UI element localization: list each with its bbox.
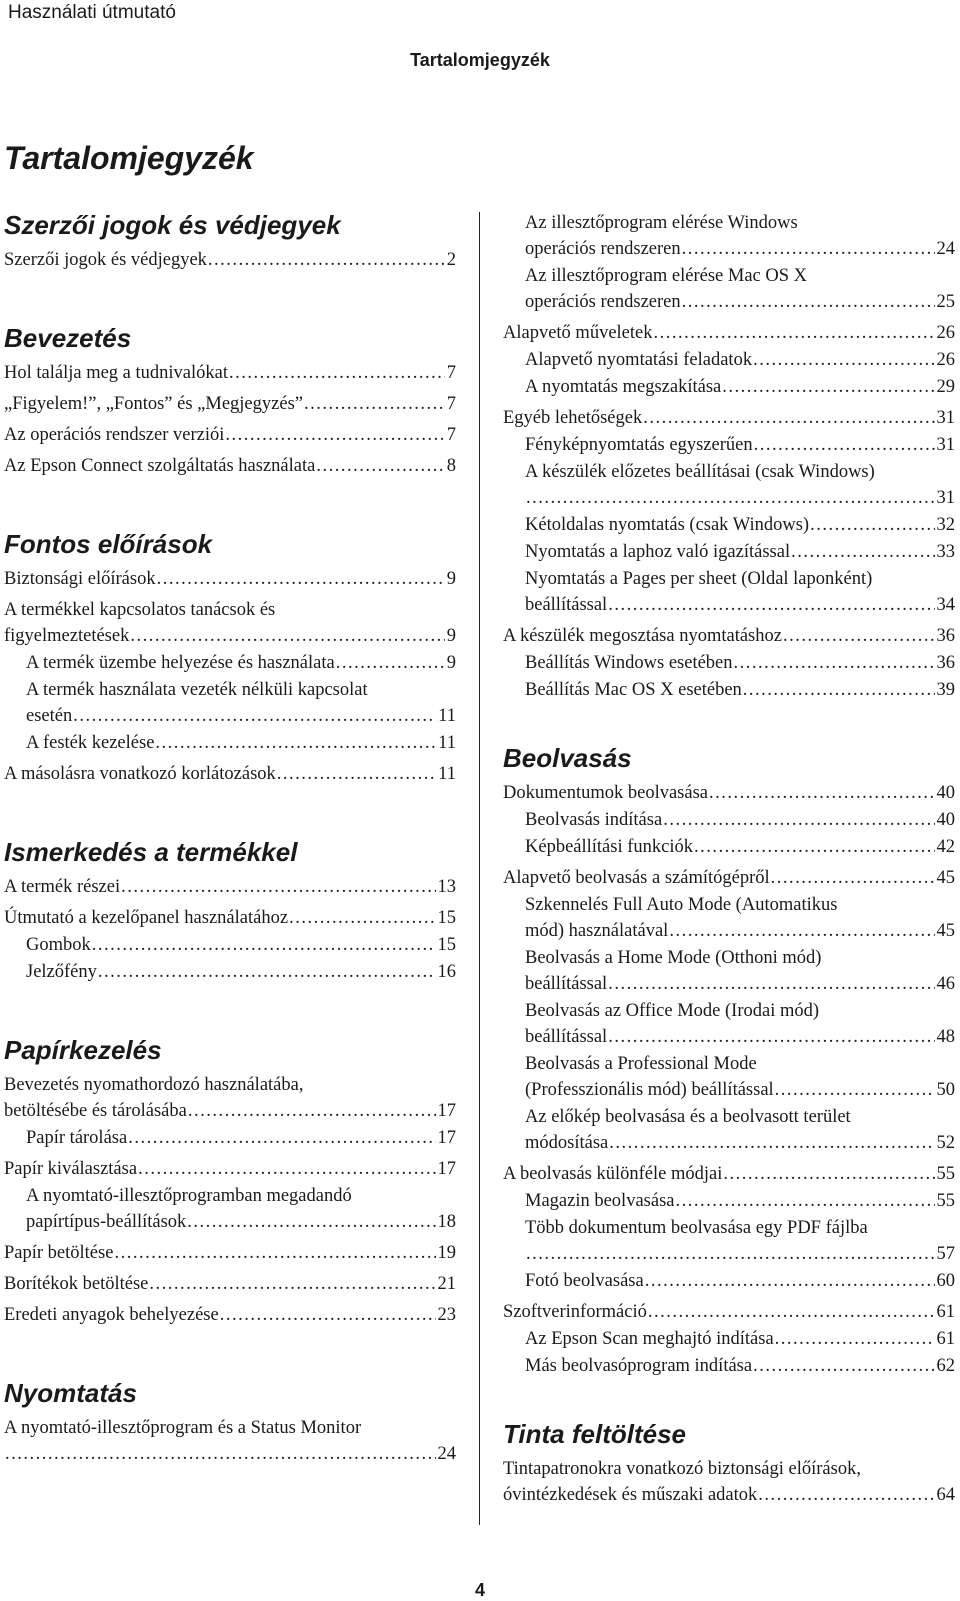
toc-entry-text: operációs rendszeren	[525, 292, 681, 312]
dot-leader	[645, 1268, 935, 1294]
running-header-title: Használati útmutató	[8, 2, 176, 23]
toc-entry-text: Alapvető műveletek	[503, 323, 653, 343]
toc-entry[interactable]	[503, 512, 955, 538]
dot-leader	[709, 780, 935, 806]
dot-leader	[304, 391, 445, 417]
running-header-section: Tartalomjegyzék	[410, 50, 550, 70]
dot-leader	[608, 592, 934, 618]
toc-entry-text: Eredeti anyagok behelyezése	[4, 1305, 219, 1325]
toc-page-number: 45	[936, 921, 955, 941]
dot-leader	[643, 405, 934, 431]
column-divider	[479, 212, 480, 1525]
toc-page-number: 11	[438, 706, 456, 726]
toc-entry-text: Beolvasás indítása	[525, 810, 663, 830]
toc-page-number: 17	[437, 1128, 456, 1148]
toc-entry-text: Gombok	[26, 935, 91, 955]
toc-entry-text: betöltésébe és tárolásába	[4, 1101, 187, 1121]
dot-leader	[187, 1209, 435, 1235]
toc-entry[interactable]	[503, 405, 955, 431]
toc-entry[interactable]	[503, 566, 955, 618]
toc-page-number: 26	[936, 350, 955, 370]
toc-page-number: 39	[936, 680, 955, 700]
toc-page-number: 7	[446, 425, 456, 445]
toc-section-heading: Tinta feltöltése	[503, 1419, 687, 1449]
toc-page-number: 24	[437, 1444, 456, 1464]
toc-page-number: 8	[446, 456, 456, 476]
dot-leader	[753, 347, 934, 373]
toc-entry[interactable]	[4, 1240, 456, 1266]
toc-entry[interactable]	[503, 374, 955, 400]
toc-entry-text: (Professzionális mód) beállítással	[525, 1080, 774, 1100]
toc-entry-text: A termékkel kapcsolatos tanácsok és	[4, 600, 276, 620]
toc-entry-text: Beolvasás a Home Mode (Otthoni mód)	[525, 948, 822, 968]
toc-entry-text: A termék használata vezeték nélküli kapcsolat	[26, 680, 368, 700]
toc-entry[interactable]	[503, 945, 955, 997]
toc-entry-text: Bevezetés nyomathordozó használatába,	[4, 1075, 304, 1095]
toc-page-number: 13	[437, 877, 456, 897]
dot-leader	[775, 1077, 935, 1103]
toc-entry[interactable]	[503, 780, 955, 806]
toc-section	[503, 1417, 955, 1508]
toc-entry-text: mód) használatával	[525, 921, 669, 941]
dot-leader	[783, 623, 935, 649]
toc-entry[interactable]	[4, 1302, 456, 1328]
toc-page-number: 40	[936, 810, 955, 830]
toc-page-number: 55	[936, 1191, 955, 1211]
toc-entry-text: Egyéb lehetőségek	[503, 408, 643, 428]
toc-page-number: 42	[936, 837, 955, 857]
toc-entry-text: Biztonsági előírások	[4, 569, 156, 589]
toc-entry[interactable]	[503, 1299, 955, 1325]
toc-entry-text: Szerzői jogok és védjegyek	[4, 250, 207, 270]
toc-entry-text: Képbeállítási funkciók	[525, 837, 693, 857]
toc-page-number: 17	[437, 1159, 456, 1179]
toc-entry-text: beállítással	[525, 595, 608, 615]
toc-entry-text: A másolásra vonatkozó korlátozások	[4, 764, 276, 784]
toc-page-number: 17	[437, 1101, 456, 1121]
toc-entry-text: Más beolvasóprogram indítása	[525, 1356, 753, 1376]
dot-leader	[188, 1098, 436, 1124]
toc-section-heading: Ismerkedés a termékkel	[4, 837, 298, 867]
toc-section	[503, 741, 955, 1379]
dot-leader	[121, 874, 435, 900]
dot-leader	[316, 453, 444, 479]
toc-entry-text: Alapvető nyomtatási feladatok	[525, 350, 753, 370]
toc-entry[interactable]	[503, 807, 955, 833]
dot-leader	[758, 1482, 934, 1508]
toc-page-number: 15	[437, 935, 456, 955]
toc-page-number: 46	[936, 974, 955, 994]
toc-entry-text: Az illesztőprogram elérése Windows	[525, 213, 798, 233]
toc-entry[interactable]	[503, 650, 955, 676]
toc-left-column	[4, 208, 456, 1467]
toc-entry-text: módosítása	[525, 1133, 609, 1153]
toc-entry[interactable]	[4, 422, 456, 448]
dot-leader	[754, 432, 935, 458]
toc-entry[interactable]	[4, 597, 456, 649]
toc-entry[interactable]	[503, 1326, 955, 1352]
toc-entry[interactable]	[503, 432, 955, 458]
toc-page-number: 23	[437, 1305, 456, 1325]
dot-leader	[138, 1156, 435, 1182]
toc-page-number: 60	[936, 1271, 955, 1291]
toc-entry[interactable]	[4, 1156, 456, 1182]
toc-entry-text: A nyomtatás megszakítása	[525, 377, 722, 397]
page-title: Tartalomjegyzék	[4, 140, 254, 176]
toc-page-number: 32	[936, 515, 955, 535]
toc-entry[interactable]	[4, 391, 456, 417]
toc-section-heading: Nyomtatás	[4, 1378, 137, 1408]
toc-section	[4, 1376, 456, 1467]
toc-entry[interactable]	[4, 1271, 456, 1297]
dot-leader	[810, 512, 934, 538]
dot-leader	[608, 971, 934, 997]
dot-leader	[208, 247, 445, 273]
toc-section	[4, 835, 456, 985]
toc-entry-text: A termék üzembe helyezése és használata	[26, 653, 335, 673]
dot-leader	[663, 807, 934, 833]
toc-entry-text: Alapvető beolvasás a számítógépről	[503, 868, 770, 888]
toc-entry[interactable]	[503, 623, 955, 649]
toc-page-number: 2	[446, 250, 456, 270]
dot-leader	[791, 539, 934, 565]
toc-entry-text: Beolvasás az Office Mode (Irodai mód)	[525, 1001, 820, 1021]
toc-page-number: 34	[936, 595, 955, 615]
toc-page-number: 52	[936, 1133, 955, 1153]
toc-entry-text: Kétoldalas nyomtatás (csak Windows)	[525, 515, 810, 535]
toc-entry[interactable]	[4, 566, 456, 592]
toc-entry-text: „Figyelem!”, „Fontos” és „Megjegyzés”	[4, 394, 303, 414]
dot-leader	[743, 677, 935, 703]
dot-leader	[694, 834, 935, 860]
toc-page-number: 50	[936, 1080, 955, 1100]
toc-page-number: 9	[446, 569, 456, 589]
dot-leader	[225, 422, 444, 448]
toc-entry-text: Nyomtatás a Pages per sheet (Oldal laponként)	[525, 569, 873, 589]
toc-entry-text: A termék részei	[4, 877, 121, 897]
toc-entry[interactable]	[4, 932, 456, 958]
dot-leader	[128, 1125, 435, 1151]
toc-entry[interactable]	[503, 347, 955, 373]
toc-entry-text: A készülék megosztása nyomtatáshoz	[503, 626, 782, 646]
toc-page-number: 45	[936, 868, 955, 888]
toc-entry-text: Borítékok betöltése	[4, 1274, 149, 1294]
toc-page-number: 62	[936, 1356, 955, 1376]
toc-entry-text: beállítással	[525, 974, 608, 994]
dot-leader	[92, 932, 436, 958]
toc-entry-text: Jelzőfény	[26, 962, 97, 982]
toc-section-heading: Papírkezelés	[4, 1035, 162, 1065]
toc-entry-text: Az előkép beolvasása és a beolvasott terület	[525, 1107, 851, 1127]
toc-entry[interactable]	[4, 1072, 456, 1124]
toc-entry-text: Az illesztőprogram elérése Mac OS X	[525, 266, 808, 286]
toc-page-number: 26	[936, 323, 955, 343]
toc-section	[503, 210, 955, 703]
toc-entry[interactable]	[503, 210, 955, 262]
toc-entry[interactable]	[4, 874, 456, 900]
toc-entry-text: Papír kiválasztása	[4, 1159, 138, 1179]
dot-leader	[155, 730, 436, 756]
toc-entry-text: A nyomtató-illesztőprogramban megadandó	[26, 1186, 352, 1206]
toc-page-number: 9	[446, 626, 456, 646]
toc-entry-text: Papír tárolása	[26, 1128, 128, 1148]
toc-entry[interactable]	[4, 761, 456, 787]
toc-page-number: 25	[936, 292, 955, 312]
dot-leader	[675, 1188, 934, 1214]
dot-leader	[114, 1240, 435, 1266]
toc-page-number: 61	[936, 1302, 955, 1322]
dot-leader	[5, 1441, 436, 1467]
toc-page-number: 31	[936, 488, 955, 508]
toc-section-heading: Szerzői jogok és védjegyek	[4, 210, 341, 240]
toc-entry-text: Szkennelés Full Auto Mode (Automatikus	[525, 895, 838, 915]
dot-leader	[608, 1024, 934, 1050]
toc-entry[interactable]	[4, 677, 456, 729]
toc-entry-text: figyelmeztetések	[4, 626, 130, 646]
toc-section-heading: Fontos előírások	[4, 529, 213, 559]
toc-section	[4, 1033, 456, 1328]
toc-entry[interactable]	[503, 677, 955, 703]
toc-entry-text: A nyomtató-illesztőprogram és a Status Monitor	[4, 1418, 362, 1438]
toc-entry-text: Szoftverinformáció	[503, 1302, 647, 1322]
dot-leader	[149, 1271, 435, 1297]
toc-entry-text: operációs rendszeren	[525, 239, 681, 259]
toc-entry-text: óvintézkedések és műszaki adatok	[503, 1485, 758, 1505]
dot-leader	[73, 703, 436, 729]
toc-entry-text: Dokumentumok beolvasása	[503, 783, 708, 803]
toc-entry-text: beállítással	[525, 1027, 608, 1047]
toc-entry[interactable]	[503, 263, 955, 315]
toc-entry-text: Több dokumentum beolvasása egy PDF fájlba	[525, 1218, 868, 1238]
toc-entry-text: Az Epson Scan meghajtó indítása	[525, 1329, 774, 1349]
toc-page-number: 57	[936, 1244, 955, 1264]
toc-page-number: 64	[936, 1485, 955, 1505]
toc-page-number: 19	[437, 1243, 456, 1263]
toc-page-number: 36	[936, 626, 955, 646]
toc-section	[4, 321, 456, 479]
toc-entry[interactable]	[503, 1215, 955, 1267]
toc-page-number: 16	[437, 962, 456, 982]
toc-entry[interactable]	[4, 247, 456, 273]
toc-entry[interactable]	[503, 539, 955, 565]
toc-entry[interactable]	[4, 1415, 456, 1467]
toc-entry[interactable]	[4, 905, 456, 931]
toc-page-number: 29	[936, 377, 955, 397]
toc-entry[interactable]	[4, 730, 456, 756]
toc-section	[4, 527, 456, 787]
toc-page-number: 11	[438, 764, 456, 784]
toc-entry[interactable]	[503, 1051, 955, 1103]
toc-entry[interactable]	[4, 1183, 456, 1235]
toc-section-heading: Bevezetés	[4, 323, 132, 353]
toc-entry-text: Beolvasás a Professional Mode	[525, 1054, 757, 1074]
dot-leader	[723, 1161, 934, 1187]
toc-entry-text: Tintapatronokra vonatkozó biztonsági előírások,	[503, 1459, 861, 1479]
toc-page-number: 7	[446, 394, 456, 414]
toc-entry[interactable]	[503, 1353, 955, 1379]
toc-page-number: 31	[936, 408, 955, 428]
toc-entry[interactable]	[503, 1104, 955, 1156]
toc-entry-text: papírtípus-beállítások	[26, 1212, 187, 1232]
toc-page-number: 24	[936, 239, 955, 259]
toc-entry[interactable]	[503, 865, 955, 891]
dot-leader	[722, 374, 934, 400]
dot-leader	[609, 1130, 934, 1156]
page-number: 4	[474, 1580, 485, 1600]
toc-entry[interactable]	[4, 1125, 456, 1151]
toc-entry[interactable]	[4, 453, 456, 479]
dot-leader	[669, 918, 934, 944]
dot-leader	[682, 236, 935, 262]
toc-entry[interactable]	[4, 959, 456, 985]
toc-entry-text: Magazin beolvasása	[525, 1191, 675, 1211]
toc-page-number: 18	[437, 1212, 456, 1232]
toc-section-heading: Beolvasás	[503, 743, 632, 773]
dot-leader	[336, 650, 445, 676]
dot-leader	[682, 289, 935, 315]
toc-entry-text: Fényképnyomtatás egyszerűen	[525, 435, 753, 455]
dot-leader	[157, 566, 445, 592]
toc-page-number: 36	[936, 653, 955, 673]
toc-entry-text: A beolvasás különféle módjai	[503, 1164, 723, 1184]
toc-entry[interactable]	[503, 892, 955, 944]
toc-entry-text: Beállítás Windows esetében	[525, 653, 733, 673]
toc-entry[interactable]	[503, 1268, 955, 1294]
dot-leader	[753, 1353, 934, 1379]
dot-leader	[526, 485, 935, 511]
toc-entry-text: Fotó beolvasása	[525, 1271, 644, 1291]
toc-entry[interactable]	[503, 320, 955, 346]
dot-leader	[654, 320, 935, 346]
toc-entry-text: Hol találja meg a tudnivalókat	[4, 363, 228, 383]
toc-page-number: 48	[936, 1027, 955, 1047]
dot-leader	[220, 1302, 436, 1328]
toc-section	[4, 208, 456, 273]
toc-entry[interactable]	[503, 1456, 955, 1508]
toc-entry-text: Papír betöltése	[4, 1243, 114, 1263]
toc-entry-text: A festék kezelése	[26, 733, 155, 753]
dot-leader	[771, 865, 935, 891]
toc-page-number: 9	[446, 653, 456, 673]
toc-page-number: 55	[936, 1164, 955, 1184]
toc-page-number: 33	[936, 542, 955, 562]
toc-entry-text: Nyomtatás a laphoz való igazítással	[525, 542, 791, 562]
toc-entry-text: Beállítás Mac OS X esetében	[525, 680, 742, 700]
toc-entry-text: Útmutató a kezelőpanel használatához	[4, 908, 289, 928]
dot-leader	[775, 1326, 935, 1352]
toc-page-number: 40	[936, 783, 955, 803]
toc-entry[interactable]	[503, 834, 955, 860]
dot-leader	[130, 623, 444, 649]
dot-leader	[289, 905, 435, 931]
toc-page-number: 31	[936, 435, 955, 455]
toc-page-number: 7	[446, 363, 456, 383]
toc-entry[interactable]	[503, 1188, 955, 1214]
toc-entry-text: Az Epson Connect szolgáltatás használata	[4, 456, 316, 476]
dot-leader	[98, 959, 436, 985]
toc-right-column	[503, 208, 955, 1508]
toc-entry[interactable]	[503, 998, 955, 1050]
toc-entry[interactable]	[4, 360, 456, 386]
toc-page-number: 11	[438, 733, 456, 753]
toc-page-number: 61	[936, 1329, 955, 1349]
dot-leader	[229, 360, 445, 386]
toc-entry-text: A készülék előzetes beállításai (csak Windows)	[525, 462, 875, 482]
toc-entry-text: esetén	[26, 706, 73, 726]
toc-page-number: 21	[437, 1274, 456, 1294]
toc-entry[interactable]	[503, 459, 955, 511]
toc-entry[interactable]	[503, 1161, 955, 1187]
toc-entry[interactable]	[4, 650, 456, 676]
toc-page-number: 15	[437, 908, 456, 928]
toc-entry-text: Az operációs rendszer verziói	[4, 425, 225, 445]
dot-leader	[734, 650, 935, 676]
dot-leader	[648, 1299, 935, 1325]
dot-leader	[277, 761, 436, 787]
dot-leader	[526, 1241, 935, 1267]
